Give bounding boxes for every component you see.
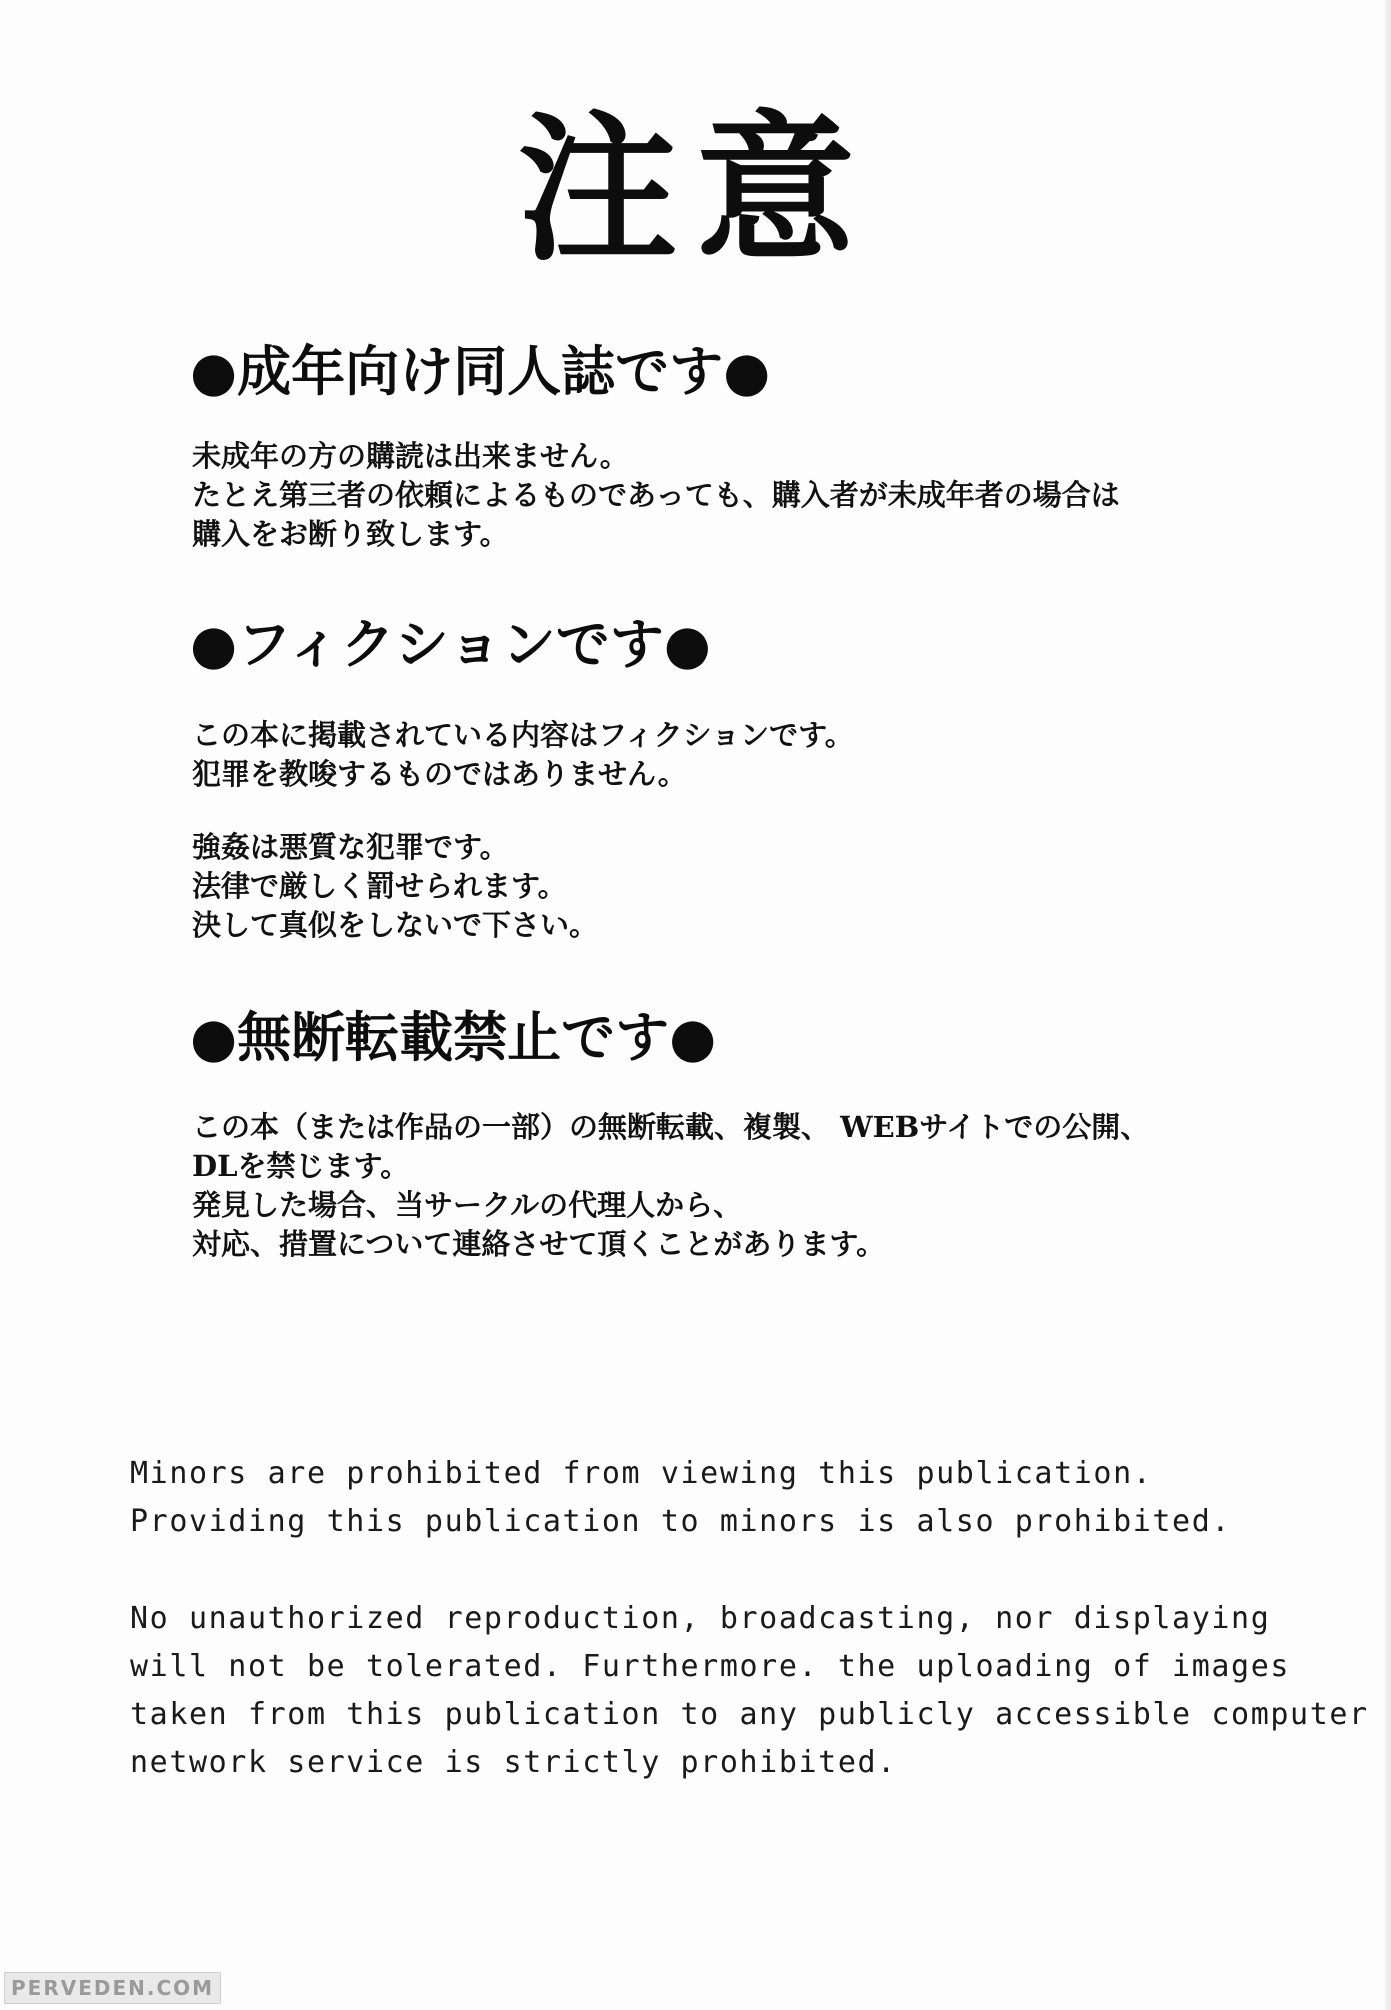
section-body-fiction [192, 716, 854, 945]
english-line: Providing this publication to minors is also prohibited. [130, 1504, 1232, 1539]
notice-line: この本（または作品の一部）の無断転載、複製、 WEBサイトでの公開、 [192, 1110, 1150, 1144]
english-line: taken from this publication to any publicly accessible computer [130, 1697, 1369, 1732]
notice-line: 発見した場合、当サークルの代理人から、 [192, 1188, 743, 1222]
notice-line: 購入をお断り致します。 [192, 517, 509, 551]
page-edge [1385, 0, 1391, 2010]
section-heading-fiction: ●フィクションです● [190, 613, 711, 676]
notice-line: 未成年の方の購読は出来ません。 [192, 439, 629, 473]
english-line: network service is strictly prohibited. [130, 1745, 897, 1780]
section-body-adult [192, 437, 1120, 554]
page-title: 注意 [517, 96, 874, 283]
notice-line: 対応、措置について連絡させて頂くことがあります。 [192, 1227, 886, 1261]
section-heading-adult: ●成年向け同人誌です● [190, 340, 771, 403]
site-watermark: PERVEDEN.COM [4, 1972, 221, 2004]
notice-line: 強姦は悪質な犯罪です。 [192, 830, 509, 864]
notice-line: 法律で厳しく罰せられます。 [192, 869, 567, 903]
section-body-no-reprint [192, 1108, 1149, 1264]
notice-line: たとえ第三者の依頼によるものであっても、購入者が未成年者の場合は [192, 478, 1120, 512]
english-notice-reproduction [130, 1595, 1369, 1787]
english-line: will not be tolerated. Furthermore. the uploading of images [130, 1649, 1291, 1684]
english-line: No unauthorized reproduction, broadcasting, nor displaying [130, 1601, 1271, 1636]
english-notice-minors [130, 1450, 1231, 1546]
notice-line: 決して真似をしないで下さい。 [192, 908, 599, 942]
notice-line: 犯罪を教唆するものではありません。 [192, 757, 687, 791]
notice-line: DLを禁じます。 [192, 1149, 410, 1183]
notice-line: この本に掲載されている内容はフィクションです。 [192, 718, 854, 752]
english-line: Minors are prohibited from viewing this publication. [130, 1456, 1153, 1491]
section-heading-no-reprint: ●無断転載禁止です● [190, 1006, 717, 1069]
